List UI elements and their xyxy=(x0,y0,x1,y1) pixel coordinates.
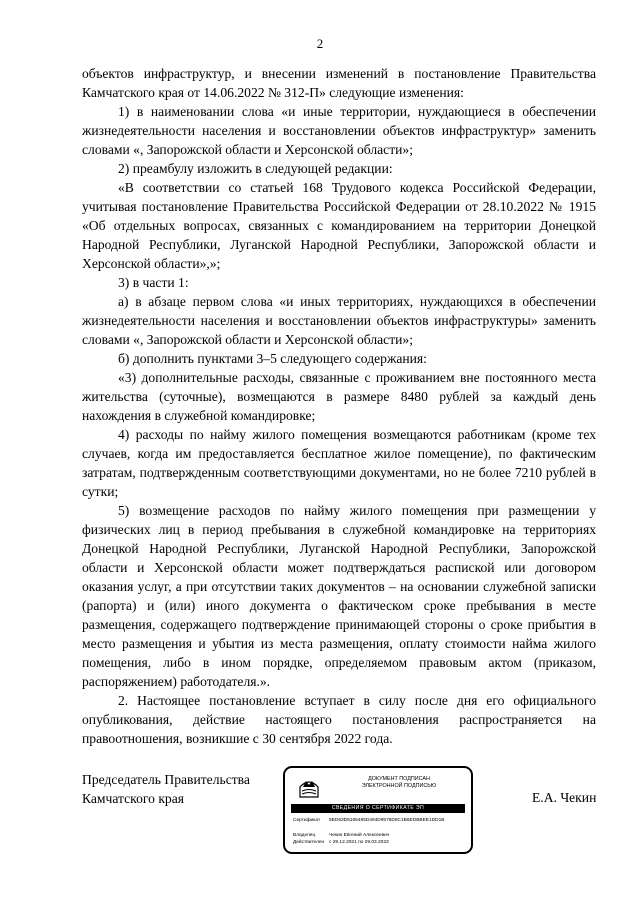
stamp-valid-value: с 29.12.2021 по 29.03.2023 xyxy=(329,840,389,845)
stamp-header-line2: ЭЛЕКТРОННОЙ ПОДПИСЬЮ xyxy=(361,783,437,789)
stamp-cert-label: Сертификат xyxy=(293,818,321,823)
electronic-signature-stamp xyxy=(283,766,473,854)
signer-title-line2: Камчатского края xyxy=(82,791,185,806)
signer-name: Е.А. Чекин xyxy=(532,790,597,805)
stamp-owner-value: Чекин Евгений Алексеевич xyxy=(329,833,390,838)
page-number: 2 xyxy=(316,36,324,51)
stamp-valid-row xyxy=(293,840,455,846)
stamp-certificate-bar: СВЕДЕНИЯ О СЕРТИФИКАТЕ ЭП xyxy=(291,804,465,813)
signer-title-line1: Председатель Правительства xyxy=(82,772,250,787)
signer-title xyxy=(82,770,250,808)
paragraph-preamble: «В соответствии со статьей 168 Трудового кодекса Российской Федерации, учитывая постановление Правительства Российской Федерации от 28.10.2022 № 1915 «Об отдельных вопросах, связанных с командированием на территории Донецкой Народной Республики, Луганской Народной Республики, Запорожской области и Херсонской области»,»; xyxy=(82,180,596,271)
paragraph-item-3a: а) в абзаце первом слова «и иных территориях, нуждающихся в обеспечении жизнедеятельности населения и восстановлении объектов инфраструктуры» заменить словами «, Запорожской области и Херсонской области»; xyxy=(82,294,596,347)
stamp-cert-value: 5ED63D5165485D484D9576D8C1B6EDBBEE1DD1B xyxy=(329,818,445,823)
paragraph-point-5: 5) возмещение расходов по найму жилого помещения при размещении у физических лиц в период пребывания в служебной командировке на территориях Донецкой Народной Республики, Луганской Народной Республики, Запорожской области и Херсонской области может подтверждаться распиской или договором оказания услуг, а при отсутствии таких документов – на основании служебной записки (рапорта) и (или) иного документа о фактическом сроке пребывания в месте размещения, содержащего подтверждение принимающей стороны о сроке прибытия в место размещения и убытия из места размещения, оплату стоимости найма жилого помещения, либо в ином порядке, определяемом правовым актом (приказом, распоряжением) работодателя.». xyxy=(82,503,596,689)
document-body xyxy=(82,64,596,748)
paragraph-item-3b: б) дополнить пунктами 3–5 следующего содержания: xyxy=(118,351,427,366)
stamp-valid-label: Действителен xyxy=(293,840,325,845)
paragraph-point-3: «3) дополнительные расходы, связанные с проживанием вне постоянного места жительства (суточные), возмещаются в размере 8480 рублей за каждый день нахождения в служебной командировке; xyxy=(82,370,596,423)
stamp-owner-label: Владелец xyxy=(293,833,316,838)
stamp-header xyxy=(333,776,465,790)
stamp-header-line1: ДОКУМЕНТ ПОДПИСАН xyxy=(368,776,430,782)
paragraph-item-3: 3) в части 1: xyxy=(118,275,189,290)
paragraph-continuation: объектов инфраструктур, и внесении изменений в постановление Правительства Камчатского края от 14.06.2022 № 312-П» следующие изменения: xyxy=(82,66,596,100)
paragraph-point-4: 4) расходы по найму жилого помещения возмещаются работникам (кроме тех случаев, когда им предоставляется бесплатное жилое помещение), по фактическим затратам, подтвержденным соответствующими документами, но не более 7210 рублей в сутки; xyxy=(82,427,596,499)
paragraph-item-1: 1) в наименовании слова «и иные территории, нуждающиеся в обеспечении жизнедеятельности населения и восстановлении объектов инфраструктур» заменить словами «, Запорожской области и Херсонской области»; xyxy=(82,104,596,157)
coat-of-arms-icon xyxy=(297,775,321,799)
stamp-owner-row xyxy=(293,833,455,839)
paragraph-item-2: 2) преамбулу изложить в следующей редакции: xyxy=(118,161,393,176)
stamp-cert-row xyxy=(293,818,455,824)
paragraph-article-2: 2. Настоящее постановление вступает в силу после дня его официального опубликования, действие настоящего постановления распространяется на правоотношения, возникшие с 30 сентября 2022 года. xyxy=(82,693,596,746)
